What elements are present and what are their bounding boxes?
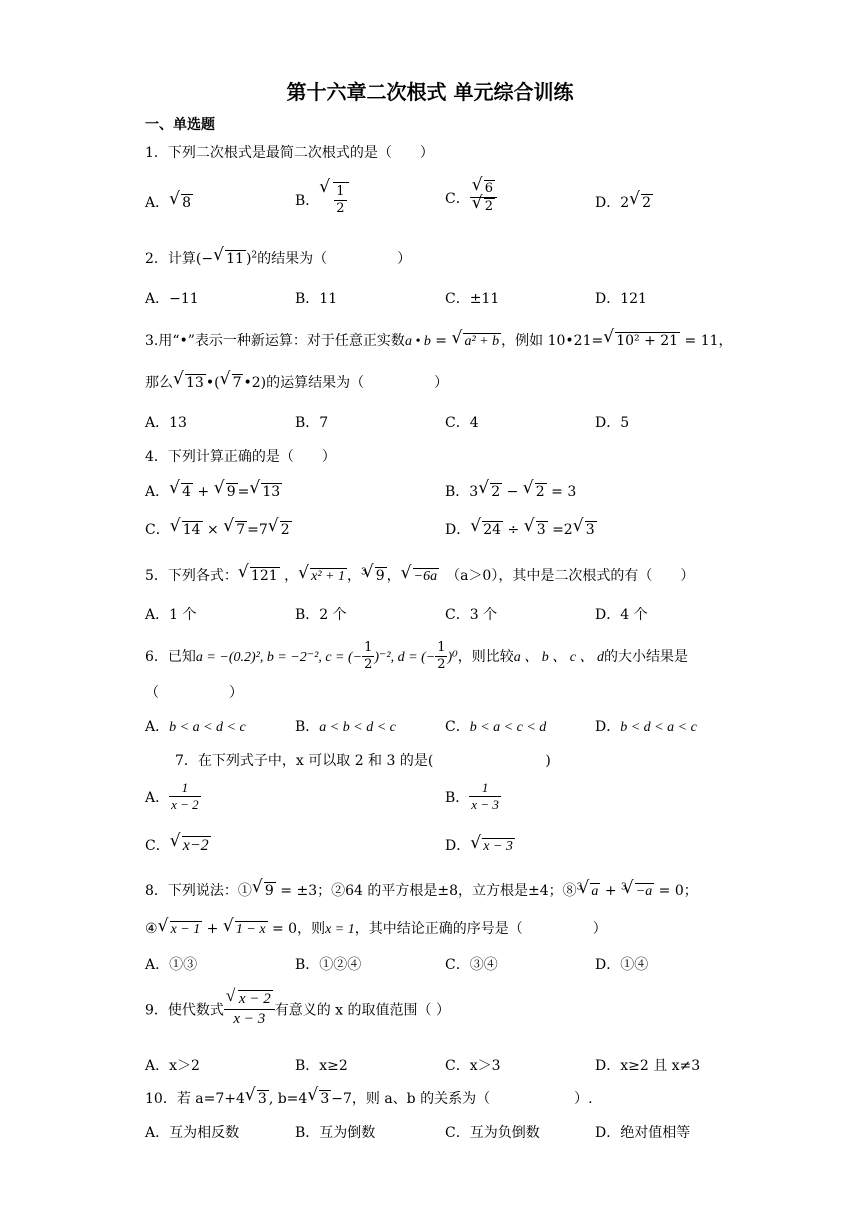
q3-option-a: A．13	[145, 415, 187, 431]
q7-option-b: B． $\frac{1}{x - 3}$	[445, 780, 499, 813]
q10-option-b: B．互为倒数	[295, 1125, 376, 1141]
question-3-line-1: 3.用“•”表示一种新运算：对于任意正实数a • b = √ a² + b ，例如 10•21=√ 10² + 21 = 11，	[145, 330, 733, 350]
question-4-stem: 4．下列计算正确的是（ ）	[145, 449, 336, 465]
q6-option-a: A．b < a < d < c	[145, 719, 246, 735]
q5-option-c: C．3 个	[445, 607, 498, 623]
question-7-stem: 7．在下列式子中，x 可以取 2 和 3 的是( )	[175, 753, 551, 769]
q10-option-c: C．互为负倒数	[445, 1125, 540, 1141]
q8-option-d: D．①④	[595, 957, 649, 973]
q8-option-c: C．③④	[445, 957, 498, 973]
question-9-stem: 9．使代数式 √ $\frac{x - 2}{x - 3}$ 有意义的 x 的取值范围（ ）	[145, 990, 450, 1029]
q3-option-d: D．5	[595, 415, 630, 431]
q6-option-b: B．a < b < d < c	[295, 719, 396, 735]
q9-option-b: B．x≥2	[295, 1058, 348, 1074]
section-heading: 一、单选题	[145, 117, 215, 133]
q1-option-c: C． √ 6 √ 2	[445, 180, 497, 216]
q2-option-c: C．±11	[445, 291, 500, 307]
page-title: 第十六章二次根式 单元综合训练	[286, 80, 574, 104]
q8-option-a: A．①③	[145, 957, 198, 973]
question-10-stem: 10．若 a=7+4√ 3 , b=4√ 3 −7，则 a、b 的关系为（ ）.	[145, 1088, 593, 1108]
q5-option-a: A．1 个	[145, 607, 197, 623]
q4-option-d: D．√ 24 ÷ √ 3 =2√ 3	[445, 519, 597, 539]
q9-option-c: C．x＞3	[445, 1058, 501, 1074]
q4-option-b: B．3√ 2 − √ 2 = 3	[445, 481, 576, 501]
q4-option-a: A．√ 4 + √ 9 =√ 13	[145, 481, 282, 501]
q5-option-b: B．2 个	[295, 607, 347, 623]
q1-option-d: D．2√ 2	[595, 192, 653, 212]
q2-option-b: B．11	[295, 291, 338, 307]
question-6-paren: （ ）	[145, 685, 243, 701]
q2-option-d: D．121	[595, 291, 647, 307]
q6-option-c: C．b < a < c < d	[445, 719, 547, 735]
q5-option-d: D．4 个	[595, 607, 648, 623]
q10-option-a: A．互为相反数	[145, 1125, 240, 1141]
question-1-stem: 1．下列二次根式是最简二次根式的是（ ）	[145, 145, 434, 161]
question-5-stem: 5．下列各式：√ 121 ，√ x² + 1 ，$^3$√ 9 ，√ −6a （a＞0），其中是二次根式的有（ ）	[145, 565, 694, 585]
q6-option-d: D．b < d < a < c	[595, 719, 697, 735]
q10-option-d: D．绝对值相等	[595, 1125, 691, 1141]
question-6-stem: 6．已知a = −(0.2)², b = −2⁻², c = (− $\frac{1}{2}$ )⁻², d = (− $\frac{1}{2}$ )⁰，则比较a 、 b 、 c 、 d的大小结果是	[145, 640, 688, 673]
q1-option-a: A．√ 8	[145, 192, 193, 212]
q2-option-a: A．−11	[145, 291, 199, 307]
q3-option-c: C．4	[445, 415, 479, 431]
q9-option-d: D．x≥2 且 x≠3	[595, 1058, 701, 1074]
q1-option-b: B． √ $\frac{1}{2}$	[295, 182, 349, 218]
q4-option-c: C．√ 14 × √ 7 =7√ 2	[145, 519, 292, 539]
question-8-line-1: 8．下列说法：①√ 9 = ±3；②64 的平方根是±8，立方根是±4；⑧$^3$√ a + $^3$√ −a = 0；	[145, 880, 698, 900]
question-8-line-2: ④√ x − 1 + √ 1 − x = 0，则x = 1，其中结论正确的序号是（ ）	[145, 918, 607, 938]
q9-option-a: A．x＞2	[145, 1058, 200, 1074]
question-3-line-2: 那么√ 13 •(√ 7 •2)的运算结果为（ ）	[145, 372, 448, 392]
q7-option-a: A． $\frac{1}{x - 2}$	[145, 780, 199, 813]
q8-option-b: B．①②④	[295, 957, 362, 973]
question-2-stem: 2．计算(−√ 11 )$^2$的结果为（ ）	[145, 248, 411, 268]
q7-option-c: C．√ x−2	[145, 835, 211, 855]
q7-option-d: D．√ x − 3	[445, 835, 515, 855]
q3-option-b: B．7	[295, 415, 329, 431]
